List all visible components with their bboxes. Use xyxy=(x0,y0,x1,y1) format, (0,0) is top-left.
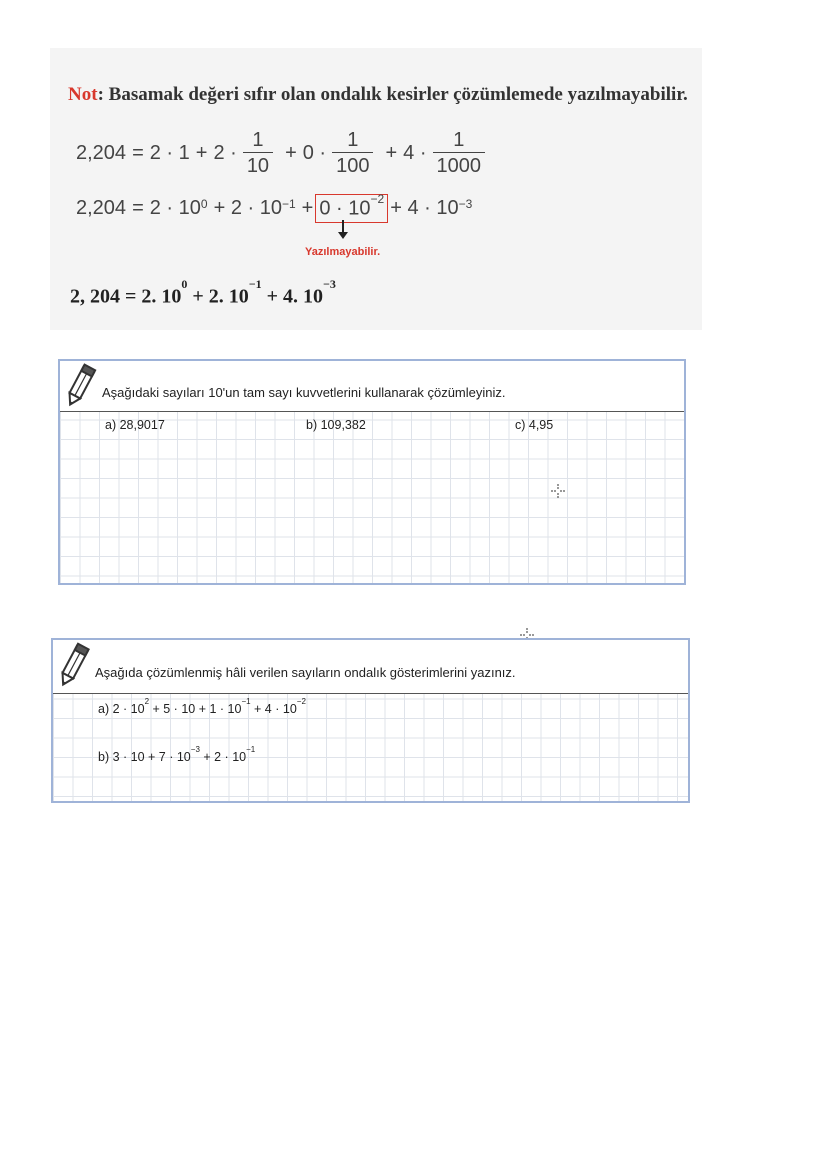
term: b) 3 · 10 + 7 · 10 xyxy=(98,750,191,765)
item-a: a) 28,9017 xyxy=(105,418,165,432)
equals-sign: = xyxy=(132,196,144,219)
exercise-2-instruction: Aşağıda çözümlenmiş hâli verilen sayıların ondalık gösterimlerini yazınız. xyxy=(95,665,516,680)
term: + 2 · 10 xyxy=(213,196,282,219)
lhs-value: 2,204 xyxy=(76,196,127,219)
denominator: 10 xyxy=(243,152,273,179)
arrow-label: Yazılmayabilir. xyxy=(305,246,381,258)
term: 2, 204 = 2. 10 xyxy=(70,285,182,308)
plus-sign: + xyxy=(301,196,314,219)
note-title xyxy=(68,84,688,106)
denominator: 100 xyxy=(332,152,373,179)
lhs-value: 2,204 xyxy=(76,142,127,164)
item-c: c) 4,95 xyxy=(515,418,554,432)
exponent: −3 xyxy=(323,277,336,291)
exponent: −1 xyxy=(281,197,296,212)
exponent: 0 xyxy=(181,277,188,291)
exercise-1-header xyxy=(60,361,684,412)
exponent: 2 xyxy=(144,697,150,706)
numerator: 1 xyxy=(453,129,465,151)
result-expression xyxy=(70,277,336,309)
plus-sign: + xyxy=(285,142,297,164)
zero-term-box xyxy=(315,194,388,223)
exercise-1-instruction: Aşağıdaki sayıları 10'un tam sayı kuvvetlerini kullanarak çözümleyiniz. xyxy=(102,385,506,400)
coefficient: 2 · xyxy=(213,142,237,164)
term: + 4 · 10 xyxy=(250,702,297,717)
exponent: −2 xyxy=(296,697,306,706)
plus-sign: + xyxy=(385,142,398,164)
fraction xyxy=(243,128,273,179)
expansion-fractions xyxy=(76,128,491,179)
note-label: Not xyxy=(68,84,98,105)
fraction xyxy=(433,128,486,179)
exponent: −1 xyxy=(241,697,251,706)
numerator: 1 xyxy=(347,129,359,151)
item-a xyxy=(98,697,306,717)
term: + 4 · 10 xyxy=(390,196,459,219)
term: + 4. 10 xyxy=(261,285,324,308)
plus-sign: + xyxy=(195,142,208,164)
item-b xyxy=(98,745,256,765)
exponent: −3 xyxy=(190,745,200,754)
note-panel xyxy=(50,48,702,330)
arrowhead-icon xyxy=(338,232,348,239)
term: 0 · 10 xyxy=(319,197,371,220)
term: + 2 · 10 xyxy=(199,750,247,765)
pencil-icon xyxy=(62,363,98,409)
exponent: −1 xyxy=(248,277,262,291)
numerator: 1 xyxy=(252,129,264,151)
term: + 5 · 10 + 1 · 10 xyxy=(149,702,242,717)
exponent: −1 xyxy=(246,745,256,754)
term: 2 · 1 xyxy=(149,142,190,164)
expansion-powers xyxy=(76,194,472,223)
equals-sign: = xyxy=(132,142,144,164)
exercise-2-header xyxy=(53,640,688,694)
note-text: : Basamak değeri sıfır olan ondalık kesirler çözümlemede yazılmayabilir. xyxy=(97,84,688,105)
crosshair-icon xyxy=(551,484,565,498)
exponent: −2 xyxy=(370,192,385,206)
fraction xyxy=(332,128,373,179)
item-b: b) 109,382 xyxy=(306,418,366,432)
exponent: 0 xyxy=(200,197,208,212)
exercise-1-panel xyxy=(58,359,686,585)
exercise-2-panel xyxy=(51,638,690,803)
term: a) 2 · 10 xyxy=(98,702,145,717)
coefficient: 0 · xyxy=(302,142,327,164)
exponent: −3 xyxy=(458,197,473,212)
pencil-icon xyxy=(55,642,91,690)
term: + 2. 10 xyxy=(187,285,249,308)
term: 2 · 10 xyxy=(149,196,201,219)
coefficient: 4 · xyxy=(403,142,427,164)
denominator: 1000 xyxy=(433,152,486,179)
